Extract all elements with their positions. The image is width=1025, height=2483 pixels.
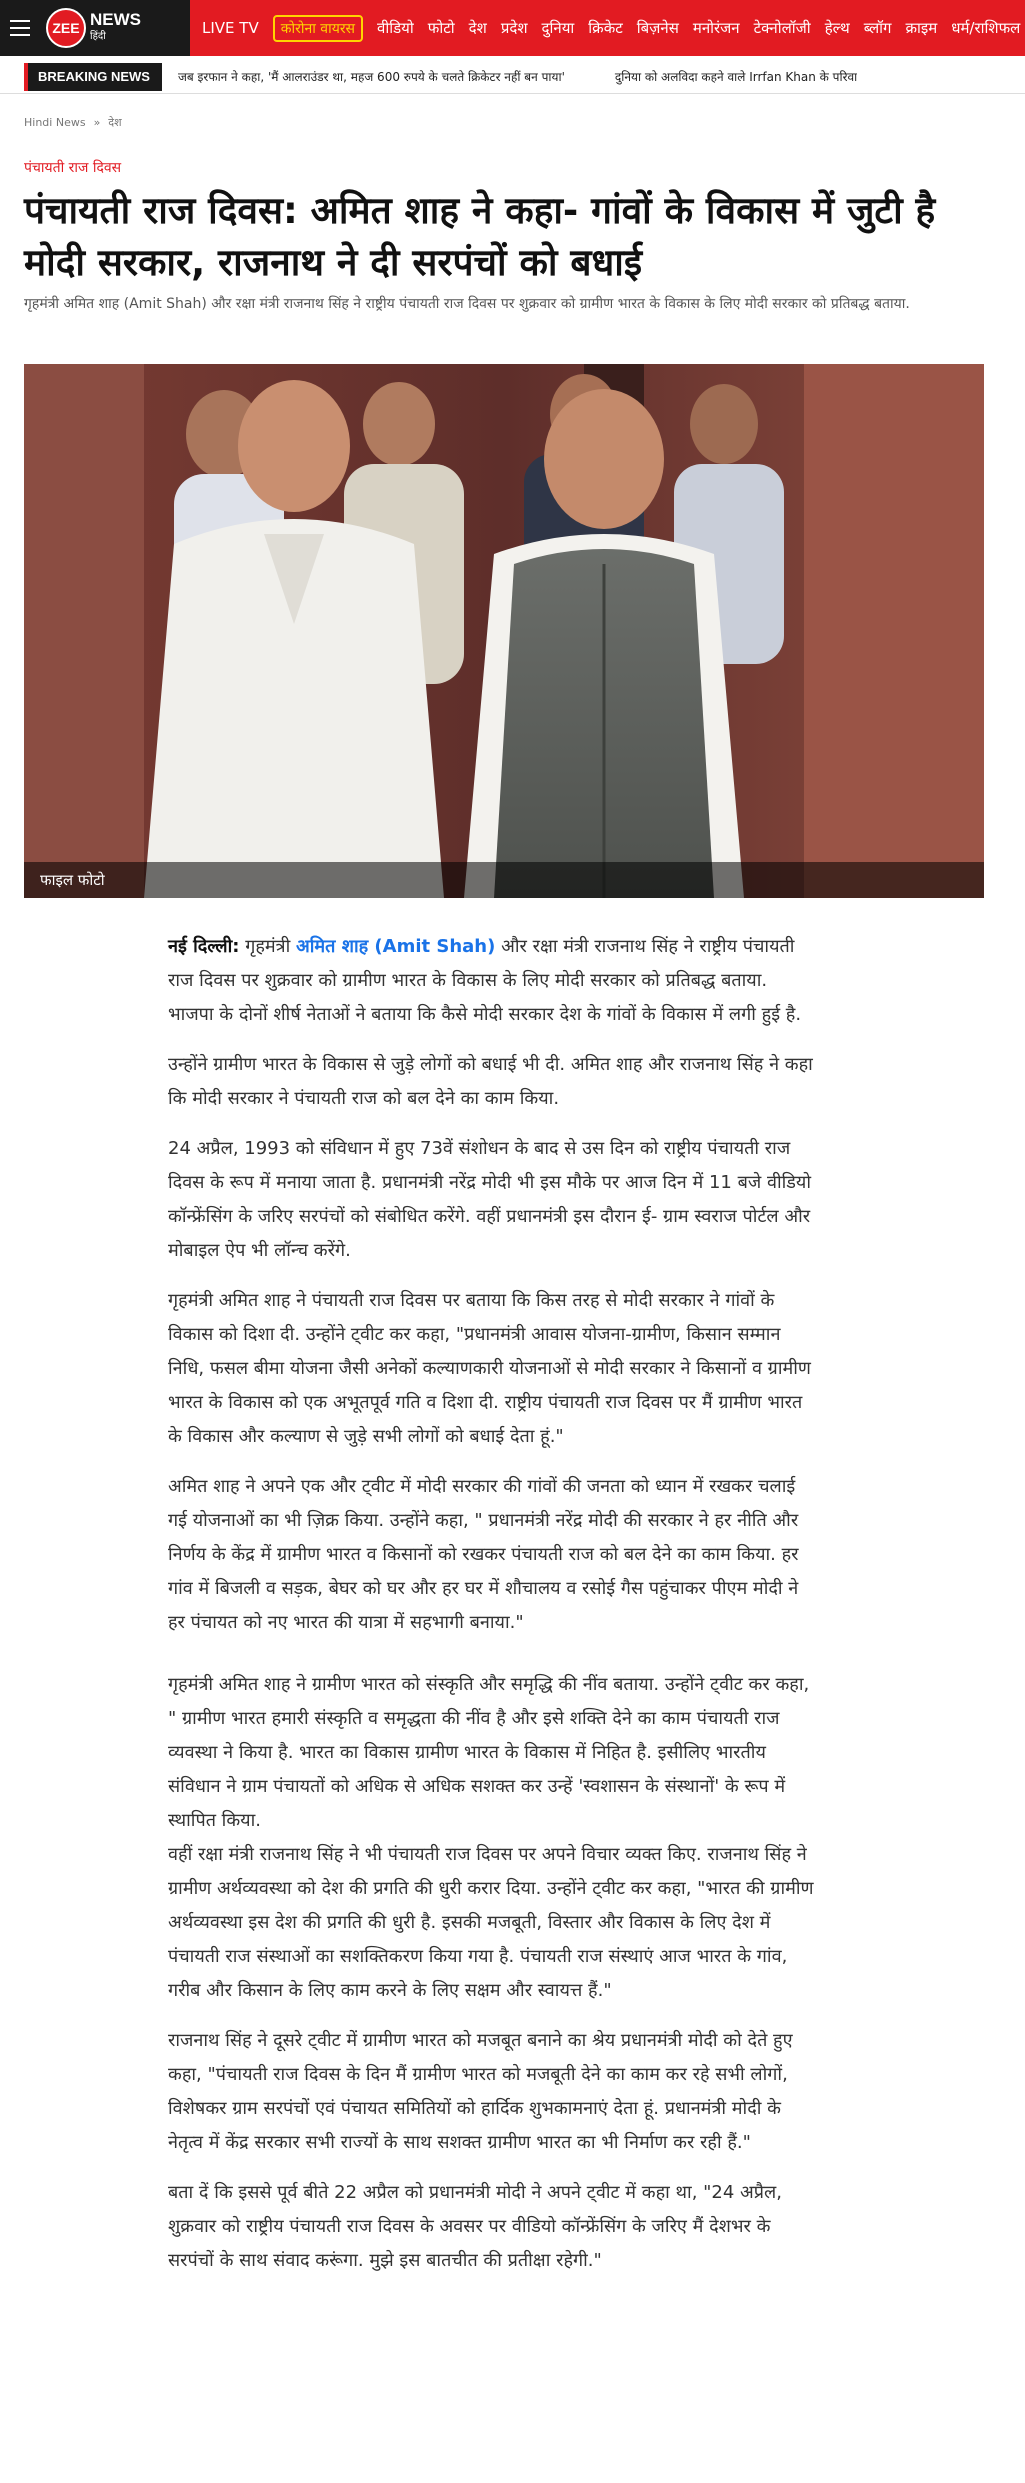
article-paragraph: उन्होंने ग्रामीण भारत के विकास से जुड़े लोगों को बधाई भी दी. अमित शाह और राजनाथ सिंह ने कहा कि मोदी सरकार ने पंचायती राज को बल देने का काम किया. bbox=[168, 1054, 813, 1109]
article-summary: गृहमंत्री अमित शाह (Amit Shah) और रक्षा मंत्री राजनाथ सिंह ने राष्ट्रीय पंचायती राज दिवस पर शुक्रवार को ग्रामीण भारत के विकास के लिए मोदी सरकार को प्रतिबद्ध बताया. bbox=[24, 296, 910, 312]
nav-technology[interactable]: टेक्नोलॉजी bbox=[753, 19, 811, 37]
article-text: गृहमंत्री अमित शाह ने ग्रामीण भारत को संस्कृति और समृद्धि की नींव बताया. उन्होंने ट्वीट कर कहा, " ग्रामीण भारत हमारी संस्कृति व समृद्धता की नींव है और इसे शक्ति देने का काम पंचायती राज व्यवस्था ने किया है. भारत का विकास ग्रामीण भारत के विकास में निहित है. इसीलिए भारतीय संविधान ने ग्राम पंचायतों को अधिक से अधिक सशक्त कर उन्हें 'स्वशासन के संस्थानों' के रूप में स्थापित किया. bbox=[168, 1674, 810, 1831]
breaking-news-bar bbox=[0, 60, 1025, 94]
breadcrumb-separator: » bbox=[93, 116, 101, 129]
article-category[interactable]: पंचायती राज दिवस bbox=[24, 160, 122, 176]
article-paragraph bbox=[168, 1668, 818, 2008]
nav-video[interactable]: वीडियो bbox=[377, 19, 414, 37]
photo-illustration bbox=[24, 364, 984, 898]
nav-photo[interactable]: फोटो bbox=[427, 19, 455, 37]
zee-news-logo[interactable] bbox=[40, 0, 190, 56]
article-paragraph: राजनाथ सिंह ने दूसरे ट्वीट में ग्रामीण भारत को मजबूत बनाने का श्रेय प्रधानमंत्री मोदी को देते हुए कहा, "पंचायती राज दिवस के दिन मैं ग्रामीण भारत को मजबूती देने का काम कर रहे सभी लोगों, विशेषकर ग्राम सरपंचों एवं पंचायत समितियों को हार्दिक शुभकामनाएं देता हूं. प्रधानमंत्री मोदी के नेतृत्व में केंद्र सरकार सभी राज्यों के साथ सशक्त ग्रामीण भारत का भी निर्माण कर रही हैं." bbox=[168, 2030, 793, 2153]
nav-cricket[interactable]: क्रिकेट bbox=[588, 19, 623, 37]
article-dateline: नई दिल्ली: bbox=[168, 936, 240, 957]
menu-icon[interactable] bbox=[0, 0, 40, 56]
nav-world[interactable]: दुनिया bbox=[541, 19, 575, 37]
article-paragraph: गृहमंत्री अमित शाह ने पंचायती राज दिवस पर बताया कि किस तरह से मोदी सरकार ने गांवों के विकास को दिशा दी. उन्होंने ट्वीट कर कहा, "प्रधानमंत्री आवास योजना-ग्रामीण, किसान सम्मान निधि, फसल बीमा योजना जैसी अनेकों कल्याणकारी योजनाओं से मोदी सरकार ने किसानों व ग्रामीण भारत के विकास को एक अभूतपूर्व गति व दिशा दी. राष्ट्रीय पंचायती राज दिवस पर मैं ग्रामीण भारत के विकास और कल्याण से जुड़े सभी लोगों को बधाई देता हूं." bbox=[168, 1290, 811, 1447]
breaking-news-item[interactable]: दुनिया को अलविदा कहने वाले Irrfan Khan के परिवा bbox=[614, 70, 858, 84]
amit-shah-link[interactable]: अमित शाह (Amit Shah) bbox=[296, 936, 496, 957]
breadcrumb-home[interactable]: Hindi News bbox=[24, 116, 86, 129]
logo-wordmark bbox=[90, 11, 141, 45]
nav-corona-virus[interactable]: कोरोना वायरस bbox=[273, 15, 363, 42]
article-paragraph bbox=[168, 930, 818, 1032]
article-photo bbox=[24, 364, 984, 898]
logo-mark: ZEE bbox=[46, 8, 86, 48]
nav-state[interactable]: प्रदेश bbox=[500, 19, 528, 37]
article-headline: पंचायती राज दिवस: अमित शाह ने कहा- गांवों के विकास में जुटी है मोदी सरकार, राजनाथ ने दी सरपंचों को बधाई bbox=[24, 189, 936, 284]
article-paragraph: बता दें कि इससे पूर्व बीते 22 अप्रैल को प्रधानमंत्री मोदी ने अपने ट्वीट में कहा था, "24 अप्रैल, शुक्रवार को राष्ट्रीय पंचायती राज दिवस के अवसर पर वीडियो कॉन्फ्रेंसिंग के जरिए मैं देशभर के सरपंचों के साथ संवाद करूंगा. मुझे इस बातचीत की प्रतीक्षा रहेगी." bbox=[168, 2182, 782, 2271]
article-paragraph: अमित शाह ने अपने एक और ट्वीट में मोदी सरकार की गांवों की जनता को ध्यान में रखकर चलाई गई योजनाओं का भी ज़िक्र किया. उन्होंने कहा, " प्रधानमंत्री नरेंद्र मोदी की सरकार ने हर नीति और निर्णय के केंद्र में ग्रामीण भारत व किसानों को रखकर पंचायती राज को बल देने का काम किया. हर गांव में बिजली व सड़क, बेघर को घर और हर घर में शौचालय व रसोई गैस पहुंचाकर पीएम मोदी ने हर पंचायत को नए भारत की यात्रा में सहभागी बनाया." bbox=[168, 1476, 799, 1633]
nav-business[interactable]: बिज़नेस bbox=[636, 19, 679, 37]
photo-caption: फाइल फोटो bbox=[24, 862, 984, 898]
nav-blog[interactable]: ब्लॉग bbox=[863, 19, 892, 37]
breaking-news-item[interactable]: जब इरफान ने कहा, 'मैं आलराउंडर था, महज 600 रुपये के चलते क्रिकेटर नहीं बन पाया' bbox=[177, 70, 565, 84]
article-body bbox=[168, 930, 818, 2294]
nav-country[interactable]: देश bbox=[468, 19, 487, 37]
nav-live-tv[interactable]: LIVE TV bbox=[202, 19, 259, 37]
main-nav bbox=[190, 0, 1025, 56]
nav-entertainment[interactable]: मनोरंजन bbox=[692, 19, 740, 37]
article-paragraph: 24 अप्रैल, 1993 को संविधान में हुए 73वें संशोधन के बाद से उस दिन को राष्ट्रीय पंचायती राज दिवस के रूप में मनाया जाता है. प्रधानमंत्री नरेंद्र मोदी भी इस मौके पर आज दिन में 11 बजे वीडियो कॉन्फ्रेंसिंग के जरिए सरपंचों को संबोधित करेंगे. वहीं प्रधानमंत्री इस दौरान ई- ग्राम स्वराज पोर्टल और मोबाइल ऐप भी लॉन्च करेंगे. bbox=[168, 1138, 812, 1261]
article-text: वहीं रक्षा मंत्री राजनाथ सिंह ने भी पंचायती राज दिवस पर अपने विचार व्यक्त किए. राजनाथ सिंह ने ग्रामीण अर्थव्यवस्था को देश की प्रगति की धुरी करार दिया. उन्होंने ट्वीट कर कहा, "भारत की ग्रामीण अर्थव्यवस्था इस देश की प्रगति की धुरी है. इसकी मजबूती, विस्तार और विकास के लिए देश में पंचायती राज संस्थाओं का सशक्तिकरण किया गया है. पंचायती राज संस्थाएं आज भारत के गांव, गरीब और किसान के लिए काम करने के लिए सक्षम और स्वायत्त हैं." bbox=[168, 1844, 814, 2001]
article-text: गृहमंत्री bbox=[239, 936, 296, 957]
breadcrumb bbox=[24, 115, 122, 130]
nav-religion[interactable]: धर्म/राशिफल bbox=[951, 19, 1021, 37]
logo-main-text: NEWS bbox=[90, 10, 141, 29]
article-text: और रक्षा मंत्री राजनाथ सिंह ने राष्ट्रीय पंचायती राज दिवस पर शुक्रवार को ग्रामीण भारत के विकास के लिए मोदी सरकार को प्रतिबद्ध बताया. भाजपा के दोनों शीर्ष नेताओं ने बताया कि कैसे मोदी सरकार देश के गांवों के विकास में लगी हुई है. bbox=[168, 936, 802, 1025]
breaking-news-label: BREAKING NEWS bbox=[24, 63, 162, 91]
top-navigation-bar bbox=[0, 0, 1025, 56]
logo-sub-text: हिंदी bbox=[90, 31, 106, 42]
breadcrumb-section[interactable]: देश bbox=[108, 116, 122, 129]
nav-crime[interactable]: क्राइम bbox=[905, 19, 938, 37]
breaking-news-ticker bbox=[178, 68, 857, 85]
nav-health[interactable]: हेल्थ bbox=[824, 19, 850, 37]
